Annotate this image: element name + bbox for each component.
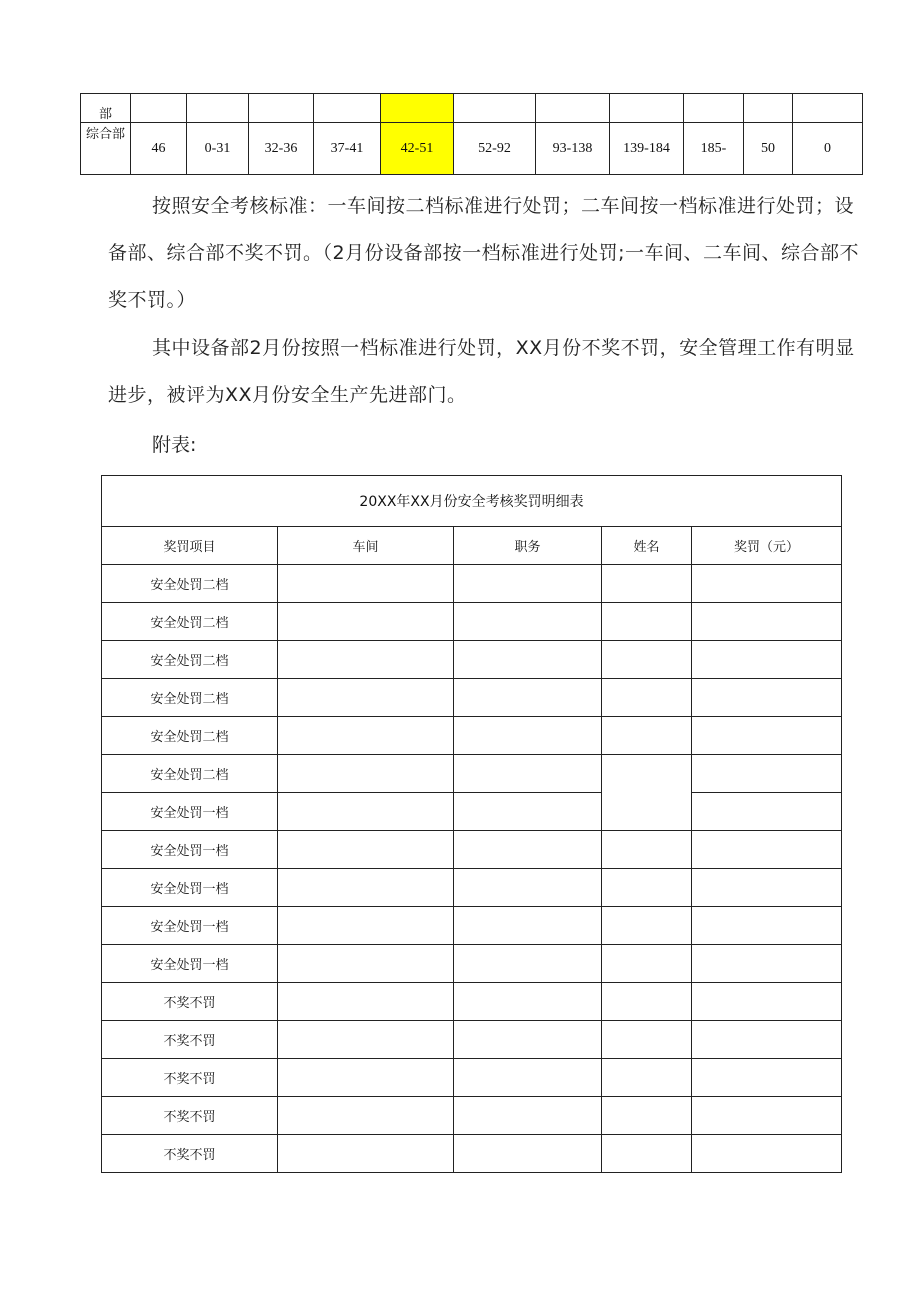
table-cell-empty[interactable] [602, 869, 692, 907]
table-cell: 46 [131, 123, 187, 175]
table-cell-empty[interactable] [278, 641, 454, 679]
row-item-label: 不奖不罚 [102, 983, 278, 1021]
table-cell: 37-41 [314, 123, 381, 175]
row-item-label: 安全处罚二档 [102, 565, 278, 603]
column-header: 姓名 [602, 527, 692, 565]
table-cell: 32-36 [249, 123, 314, 175]
paragraph-standard: 按照安全考核标准：一车间按二档标准进行处罚；二车间按一档标准进行处罚；设备部、综合部不奖不罚。（2月份设备部按一档标准进行处罚;一车间、二车间、综合部不奖不罚。） [108, 195, 859, 311]
row-item-label: 安全处罚二档 [102, 717, 278, 755]
row-item-label: 不奖不罚 [102, 1021, 278, 1059]
table-cell-empty[interactable] [454, 717, 602, 755]
row-item-label: 安全处罚一档 [102, 831, 278, 869]
table-row [102, 1021, 842, 1059]
column-header: 车间 [278, 527, 454, 565]
table-cell: 185- [684, 123, 744, 175]
row-item-label: 不奖不罚 [102, 1059, 278, 1097]
table-cell-empty[interactable] [692, 679, 842, 717]
table-row [102, 1059, 842, 1097]
table-cell: 0-31 [187, 123, 249, 175]
table-cell-empty[interactable] [278, 1097, 454, 1135]
table-cell-empty[interactable] [692, 869, 842, 907]
table-cell-empty[interactable] [602, 1135, 692, 1173]
row-item-label: 安全处罚二档 [102, 641, 278, 679]
table-row [102, 945, 842, 983]
table-cell-empty[interactable] [278, 755, 454, 793]
row-item-label: 安全处罚一档 [102, 945, 278, 983]
appendix-label: 附表: [152, 434, 197, 456]
paragraph-progress: 其中设备部2月份按照一档标准进行处罚，XX月份不奖不罚，安全管理工作有明显进步，被评为XX月份安全生产先进部门。 [108, 337, 855, 406]
row-item-label: 安全处罚一档 [102, 869, 278, 907]
table-cell-empty[interactable] [692, 945, 842, 983]
table-cell-empty[interactable] [602, 565, 692, 603]
table-cell-empty[interactable] [278, 869, 454, 907]
table-row [102, 907, 842, 945]
table-row [102, 831, 842, 869]
table-cell-empty[interactable] [278, 1021, 454, 1059]
table-row [102, 565, 842, 603]
table-cell-empty[interactable] [454, 793, 602, 831]
header-row [102, 527, 842, 565]
table-cell-empty[interactable] [692, 1059, 842, 1097]
row-label: 部 [81, 94, 131, 123]
row-item-label: 不奖不罚 [102, 1135, 278, 1173]
table-cell-empty[interactable] [278, 565, 454, 603]
table-cell-empty[interactable] [454, 755, 602, 793]
table-cell-empty[interactable] [454, 565, 602, 603]
table-row [102, 1135, 842, 1173]
table-row [81, 123, 863, 175]
table-row [102, 679, 842, 717]
table-cell: 0 [793, 123, 863, 175]
table-cell-empty[interactable] [278, 945, 454, 983]
table-cell: 139-184 [610, 123, 684, 175]
table-row [102, 603, 842, 641]
table-cell-empty[interactable] [692, 831, 842, 869]
table-cell-empty[interactable] [602, 831, 692, 869]
reward-penalty-table [101, 475, 842, 1173]
column-header: 奖罚项目 [102, 527, 278, 565]
table-cell-empty[interactable] [602, 641, 692, 679]
table-cell-empty[interactable] [278, 983, 454, 1021]
table-cell-empty[interactable] [454, 1059, 602, 1097]
table-cell-empty[interactable] [278, 793, 454, 831]
row-item-label: 安全处罚二档 [102, 679, 278, 717]
table-cell-empty[interactable] [278, 603, 454, 641]
table-cell-empty[interactable] [602, 983, 692, 1021]
table-cell-empty[interactable] [692, 641, 842, 679]
table-cell-empty[interactable] [692, 1097, 842, 1135]
table-cell: 50 [744, 123, 793, 175]
table-cell: 52-92 [454, 123, 536, 175]
table-cell-empty[interactable] [454, 1135, 602, 1173]
row-item-label: 安全处罚二档 [102, 603, 278, 641]
table-cell: 93-138 [536, 123, 610, 175]
table-cell-empty[interactable] [602, 755, 692, 831]
table-cell-empty[interactable] [692, 565, 842, 603]
table-row [102, 793, 842, 831]
table-cell-empty[interactable] [278, 679, 454, 717]
table-cell-empty[interactable] [602, 1097, 692, 1135]
table-title: 20XX年XX月份安全考核奖罚明细表 [102, 476, 842, 527]
table-cell-empty[interactable] [454, 907, 602, 945]
table-cell-empty[interactable] [692, 755, 842, 793]
table-cell-empty[interactable] [278, 907, 454, 945]
table-cell-empty[interactable] [692, 793, 842, 831]
column-header: 奖罚（元） [692, 527, 842, 565]
table-cell-empty[interactable] [692, 1021, 842, 1059]
table-row [102, 641, 842, 679]
row-item-label: 不奖不罚 [102, 1097, 278, 1135]
table-cell-empty[interactable] [454, 869, 602, 907]
table-cell-empty[interactable] [454, 679, 602, 717]
table-cell-empty[interactable] [602, 1021, 692, 1059]
table-cell-empty[interactable] [602, 679, 692, 717]
table-cell-empty[interactable] [692, 717, 842, 755]
score-range-table [80, 93, 863, 175]
row-item-label: 安全处罚一档 [102, 907, 278, 945]
table-cell-empty[interactable] [454, 831, 602, 869]
table-row [102, 983, 842, 1021]
table-cell-empty[interactable] [454, 983, 602, 1021]
table-row [102, 1097, 842, 1135]
table-cell-empty[interactable] [278, 1059, 454, 1097]
row-label: 综合部 [81, 123, 131, 175]
column-header: 职务 [454, 527, 602, 565]
table-cell-empty[interactable] [278, 831, 454, 869]
table-cell-empty[interactable] [602, 945, 692, 983]
table-row [102, 717, 842, 755]
table-cell-empty[interactable] [692, 603, 842, 641]
table-cell-empty[interactable] [454, 945, 602, 983]
table-cell-empty[interactable] [454, 641, 602, 679]
table-cell-empty[interactable] [454, 1097, 602, 1135]
table-cell-empty[interactable] [278, 1135, 454, 1173]
table-cell-empty[interactable] [692, 983, 842, 1021]
table-cell-empty[interactable] [602, 603, 692, 641]
table-row [102, 755, 842, 793]
table-cell-empty[interactable] [692, 907, 842, 945]
table-cell-empty[interactable] [602, 717, 692, 755]
row-item-label: 安全处罚一档 [102, 793, 278, 831]
table-cell-empty[interactable] [602, 1059, 692, 1097]
table-cell-empty[interactable] [454, 603, 602, 641]
table-row [102, 869, 842, 907]
table-cell-empty[interactable] [454, 1021, 602, 1059]
table-cell-empty[interactable] [692, 1135, 842, 1173]
table-cell-empty[interactable] [278, 717, 454, 755]
table-cell-highlighted: 42-51 [381, 123, 454, 175]
table-row [81, 94, 863, 123]
row-item-label: 安全处罚二档 [102, 755, 278, 793]
table-cell-empty[interactable] [602, 907, 692, 945]
